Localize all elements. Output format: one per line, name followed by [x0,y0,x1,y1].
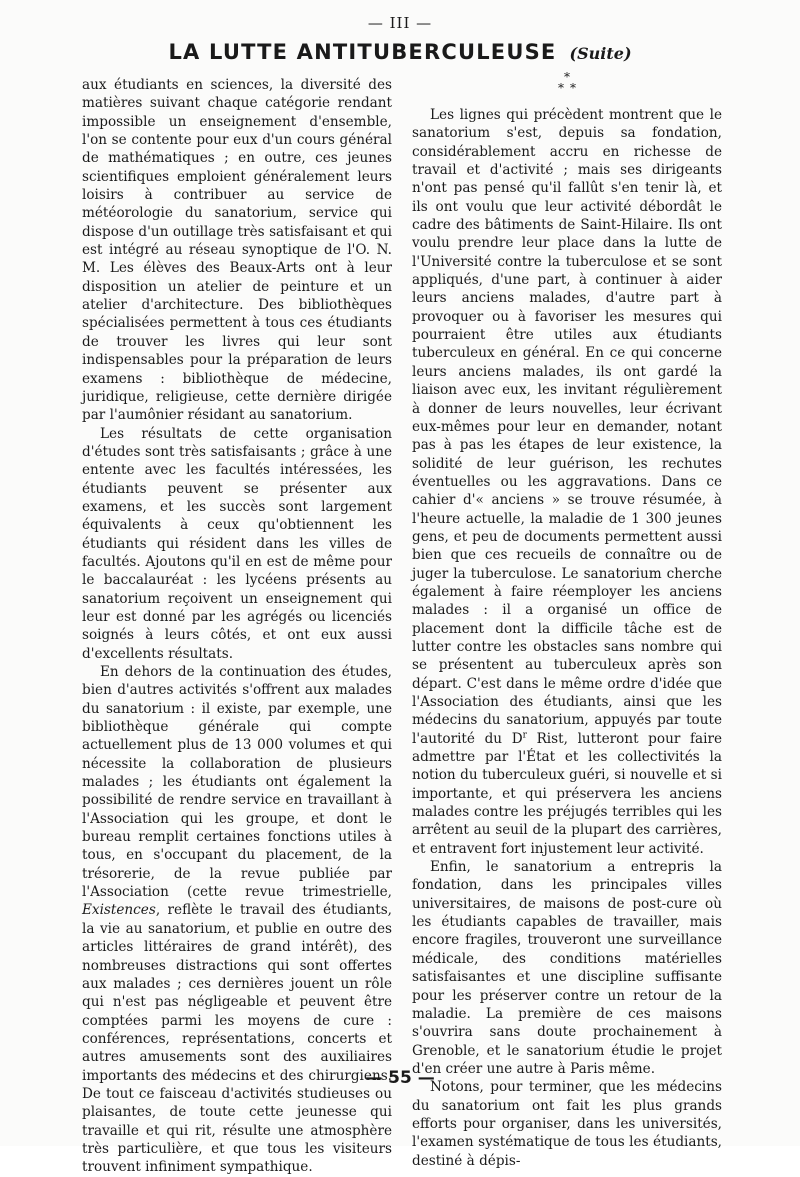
roman-folio: — III — [367,14,433,32]
article-title: LA LUTTE ANTITUBERCULEUSE [168,40,557,64]
asterism-bottom: ** [558,81,582,95]
continued-label: (Suite) [569,44,632,63]
right-paragraph-2: Enfin, le sanatorium a entrepris la fondation, dans les principales villes universitaires, de maisons de post-cure où les étudiants capables de travailler, mais encore fragiles, trouveront une surveillance médicale, des conditions matérielles satisfaisantes et une discipline suffisante pour les préserver contre un retour de la maladie. La première de ces maisons s'ouvrira sans doute prochainement à Grenoble, et le sanatorium étudie le projet d'en créer une autre à Paris même. [412,859,722,1077]
left-paragraph-2: Les résultats de cette organisation d'études sont très satisfaisants ; grâce à une entente avec les facultés intéressées, les étudiants peuvent se présenter aux examens, et les succès sont largement équivalents à ceux qu'obtiennent les étudiants qui résident dans les villes de facultés. Ajoutons qu'il en est de même pour le baccalauréat : les lycéens présents au sanatorium reçoivent un enseignement qui leur est donné par les agrégés ou licenciés soignés à leurs côtés, et ont eux aussi d'excellents résultats. [82,425,392,662]
doctor-abbrev-superscript: r [522,730,527,741]
left-column [82,76,392,1177]
left-paragraph-1: aux étudiants en sciences, la diversité des matières suivant chaque catégorie rendant impossible un enseignement d'ensemble, l'on se contente pour eux d'un cours général de mathématiques ; en outre, ces jeunes scientifiques emploient généralement leurs loisirs à contribuer au service de météorologie du sanatorium, service qui dispose d'un outillage très satisfaisant et qui est intégré au réseau synoptique de l'O. N. M. Les élèves des Beaux-Arts ont à leur disposition un atelier de peinture et un atelier d'architecture. Des bibliothèques spécialisées permettent à tous ces étudiants de trouver les livres qui leur sont indispensables pour la préparation de leurs examens : bibliothèque de médecine, juridique, religieuse, cette dernière dirigée par l'aumônier résidant au sanatorium. [82,77,392,424]
left-paragraph-3-text-a: En dehors de la continuation des études, bien d'autres activités s'offrent aux malades du sanatorium : il existe, par exemple, une bibliothèque générale qui compte actuellement plus de 13 000 volumes et qui nécessite la collaboration de plusieurs malades ; les étudiants ont également la possibilité de rendre service en travaillant à l'Association qui les groupe, et dont le bureau remplit certaines fonctions utiles à tous, en s'occupant du placement, de la trésorerie, de la revue publiée par l'Association (cette revue trimestrielle, [82,664,392,901]
page-number: — 55 — [365,1068,435,1088]
revue-title-existences: Existences [82,902,156,919]
right-paragraph-1 [412,106,722,858]
left-paragraph-3-text-b: , reflète le travail des étudiants, la vie au sanatorium, et publie en outre des articles littéraires de grand intérêt), des nombreuses distractions qui sont offertes aux malades ; ces dernières jouent un rôle qui n'est pas négligeable et peuvent être comptées parmi les moyens de cure : conférences, représentations, concerts et autres amusements sont des auxiliaires importants des médecins et des chirurgiens. De tout ce faisceau d'activités studieuses ou plaisantes, de toute cette jeunesse qui travaille et qui rit, résulte une atmosphère très particulière, et que tous les visiteurs trouvent infiniment sympathique. [82,902,392,1176]
running-title [0,40,800,64]
right-paragraph-1-text-b: Rist, lutteront pour faire admettre par l'État et les collectivités la notion du tuberculeux guéri, si nouvelle et si importante, et qui préservera les anciens malades contre les préjugés terribles qui les arrêtent au seuil de la plupart des carrières, et entravent fort injustement leur activité. [412,730,722,857]
right-paragraph-3: Notons, pour terminer, que les médecins du sanatorium ont fait les plus grands efforts pour organiser, dans les universités, l'examen systématique de tous les étudiants, destiné à dépis- [412,1079,722,1169]
asterism-top: * [564,70,570,84]
asterism-separator [412,72,722,100]
right-paragraph-1-text-a: Les lignes qui précèdent montrent que le sanatorium s'est, depuis sa fondation, considérablement accru en richesse de travail et d'activité ; mais ses dirigeants n'ont pas pensé qu'il fallût s'en tenir là, et ils ont voulu que leur activité débordât le cadre des bâtiments de Saint-Hilaire. Ils ont voulu prendre leur place dans la lutte de l'Université contre la tuberculose et se sont appliqués, d'une part, à continuer à aider leurs anciens malades, d'autre part à provoquer ou à favoriser les mesures qui pourraient être utiles aux étudiants tuberculeux en général. En ce qui concerne leurs anciens malades, ils ont gardé la liaison avec eux, les invitant régulièrement à donner de leurs nouvelles, leur écrivant eux-mêmes pour leur en demander, notant pas à pas les étapes de leur existence, la solidité de leur guérison, les rechutes éventuelles ou les aggravations. Dans ce cahier d'« anciens » se trouve résumée, à l'heure actuelle, la maladie de 1 300 jeunes gens, et peu de documents permettent aussi bien que ces recueils de connaître ou de juger la tuberculose. Le sanatorium cherche également à faire réemployer les anciens malades : il a organisé un office de placement dont la difficile tâche est de lutter contre les obstacles sans nombre qui se présentent au tuberculeux après son départ. C'est dans le même ordre d'idée que l'Association des étudiants, ainsi que les médecins du sanatorium, appuyés par toute l'autorité du D [412,107,722,747]
right-column [412,72,722,1170]
left-paragraph-3 [82,663,392,1177]
